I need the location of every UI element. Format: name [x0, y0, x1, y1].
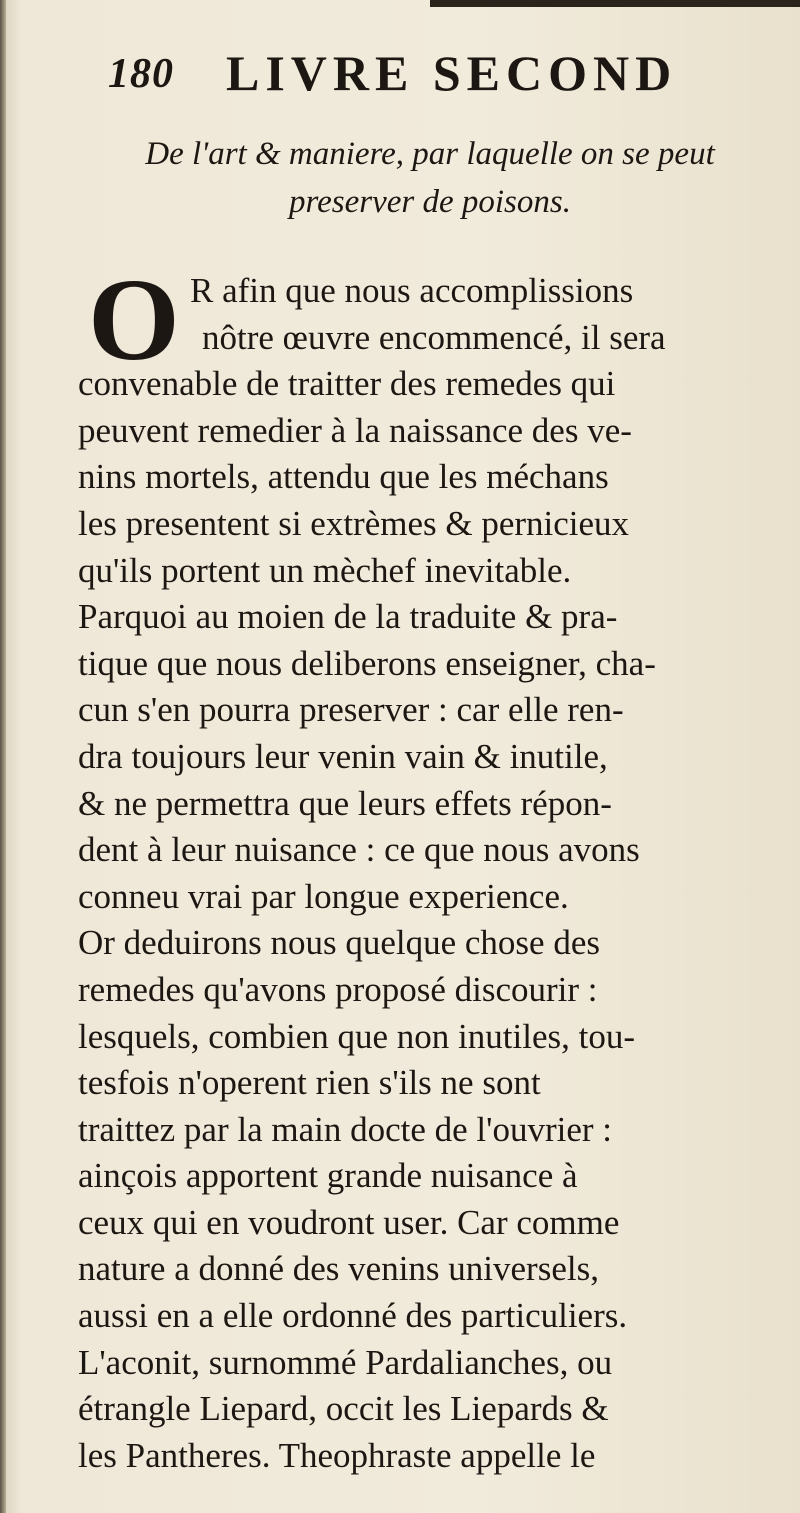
text-line: les presentent si extrèmes & pernicieux: [78, 503, 630, 543]
text-line: convenable de traitter des remedes qui: [78, 364, 616, 404]
text-line: nature a donné des venins universels,: [78, 1249, 599, 1289]
running-head: LIVRE SECOND: [226, 45, 678, 101]
text-line: lesquels, combien que non inutiles, tou-: [78, 1016, 635, 1056]
text-line: & ne permettra que leurs effets répon-: [78, 783, 612, 823]
section-title: [100, 130, 760, 226]
text-line: tique que nous deliberons enseigner, cha-: [78, 643, 656, 683]
text-line: ceux qui en voudront user. Car comme: [78, 1202, 620, 1242]
top-border-rule: [430, 0, 800, 7]
text-line: conneu vrai par longue experience.: [78, 876, 569, 916]
text-line: Parquoi au moien de la traduite & pra-: [78, 597, 618, 637]
body-text: [78, 254, 766, 1479]
text-line: dra toujours leur venin vain & inutile,: [78, 736, 608, 776]
text-line: les Pantheres. Theophraste appelle le: [78, 1435, 596, 1475]
text-line: tesfois n'operent rien s'ils ne sont: [78, 1063, 541, 1103]
text-line: ainçois apportent grande nuisance à: [78, 1156, 578, 1196]
page-header: [108, 44, 708, 104]
text-line: remedes qu'avons proposé discourir :: [78, 969, 598, 1009]
text-line: Or deduirons nous quelque chose des: [78, 923, 600, 963]
text-line: L'aconit, surnommé Pardalianches, ou: [78, 1342, 613, 1382]
section-title-line: preserver de poisons.: [289, 184, 571, 220]
text-line: qu'ils portent un mèchef inevitable.: [78, 550, 572, 590]
section-title-line: De l'art & maniere, par laquelle on se peut: [145, 136, 715, 172]
text-line: traittez par la main docte de l'ouvrier :: [78, 1109, 612, 1149]
text-line: peuvent remedier à la naissance des ve-: [78, 410, 632, 450]
page-number: 180: [108, 51, 174, 97]
text-line: aussi en a elle ordonné des particuliers.: [78, 1296, 628, 1336]
text-line: cun s'en pourra preserver : car elle ren-: [78, 690, 624, 730]
text-line: étrangle Liepard, occit les Liepards &: [78, 1389, 609, 1429]
drop-cap: O: [88, 254, 180, 385]
text-line: nins mortels, attendu que les méchans: [78, 457, 609, 497]
text-line: dent à leur nuisance : ce que nous avons: [78, 830, 640, 870]
text-line: R afin que nous accomplissions: [190, 271, 634, 310]
text-line: nôtre œuvre encommencé, il sera: [202, 317, 666, 357]
page-gutter-shadow: [0, 0, 6, 1513]
